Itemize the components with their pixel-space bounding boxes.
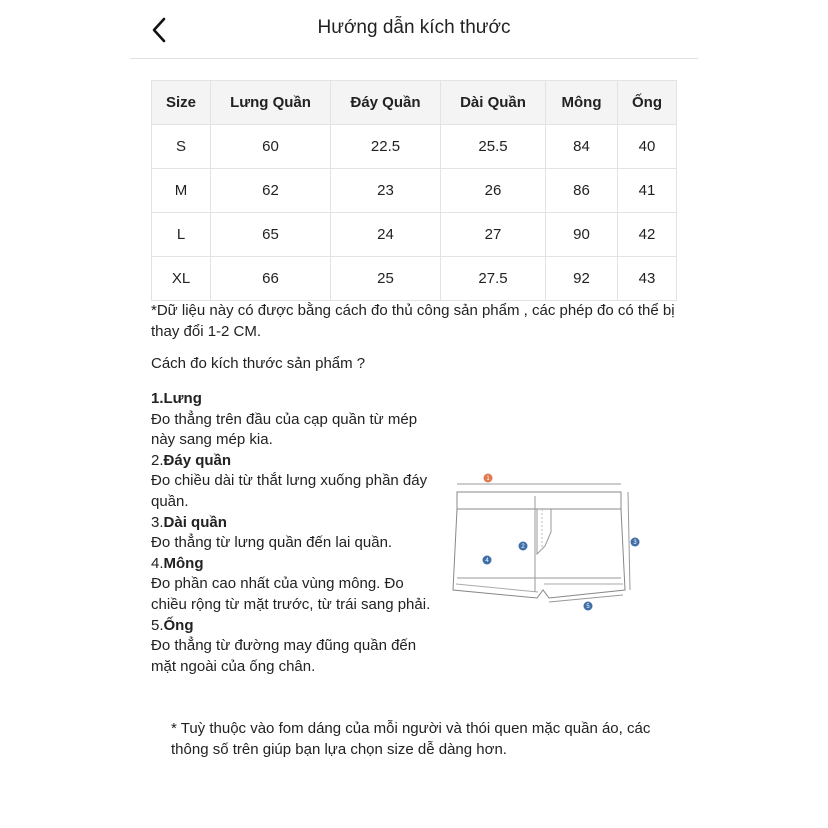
table-cell: 84 <box>546 125 618 169</box>
column-header: Đáy Quần <box>331 81 441 125</box>
guide-item-number: 1. <box>151 390 164 407</box>
waistband-outline <box>457 492 621 509</box>
diagram-label: 2 <box>521 544 525 551</box>
table-row <box>152 213 677 257</box>
guide-item-heading <box>151 554 436 575</box>
measure-line-leg <box>549 595 623 602</box>
diagram-label: 4 <box>485 558 489 565</box>
table-cell: 26 <box>441 169 546 213</box>
table-cell: L <box>152 213 211 257</box>
shorts-body-outline <box>453 509 625 598</box>
guide-item-desc: Đo thẳng trên đầu của cạp quần từ mép này sang mép kia. <box>151 410 418 449</box>
table-cell: 86 <box>546 169 618 213</box>
guide-item <box>151 513 436 554</box>
table-cell: 66 <box>211 257 331 301</box>
table-cell: 92 <box>546 257 618 301</box>
hem-stitch <box>456 584 623 592</box>
measure-guide <box>151 389 436 677</box>
guide-item-number: 4. <box>151 554 164 572</box>
guide-item-desc: Đo phần cao nhất của vùng mông. Đo chiều rộng từ mặt trước, từ trái sang phải. <box>151 575 431 613</box>
column-header: Size <box>152 81 211 125</box>
page-title: Hướng dẫn kích thước <box>317 17 511 38</box>
measure-line-length <box>628 492 630 590</box>
table-cell: 42 <box>618 213 677 257</box>
column-header: Dài Quần <box>441 81 546 125</box>
guide-item-heading <box>151 389 436 410</box>
table-cell: 25 <box>331 257 441 301</box>
guide-item <box>151 389 436 451</box>
table-cell: S <box>152 125 211 169</box>
guide-item-number: 5. <box>151 616 164 634</box>
guide-item-desc: Đo thẳng từ lưng quần đến lai quần. <box>151 534 393 552</box>
table-cell: 25.5 <box>441 125 546 169</box>
guide-item-name: Ống <box>163 616 194 634</box>
table-row <box>152 169 677 213</box>
guide-item-number: 3. <box>151 513 164 531</box>
table-cell: XL <box>152 257 211 301</box>
guide-item <box>151 451 436 513</box>
header-bar <box>130 0 698 59</box>
measurement-note: *Dữ liệu này có được bằng cách đo thủ công sản phẩm , các phép đo có thể bị thay đổi 1-2 CM. <box>151 302 675 340</box>
guide-item-heading <box>151 513 436 534</box>
table-cell: 62 <box>211 169 331 213</box>
guide-item <box>151 616 436 678</box>
guide-item-desc: Đo chiều dài từ thắt lưng xuống phần đáy quần. <box>151 472 428 510</box>
column-header: Ống <box>618 81 677 125</box>
footnote: * Tuỳ thuộc vào fom dáng của mỗi người và thói quen mặc quần áo, các thông số trên giúp bạn lựa chọn size dễ dàng hơn. <box>171 720 651 758</box>
column-header: Mông <box>546 81 618 125</box>
guide-item-name: Lưng <box>163 390 202 407</box>
guide-item <box>151 554 436 616</box>
diagram-label: 3 <box>633 540 637 547</box>
table-cell: M <box>152 169 211 213</box>
table-cell: 22.5 <box>331 125 441 169</box>
how-to-measure-heading: Cách đo kích thước sản phẩm ? <box>151 355 366 372</box>
guide-item-desc: Đo thẳng từ đường may đũng quần đến mặt ngoài của ống chân. <box>151 637 417 675</box>
size-table <box>151 80 677 301</box>
table-cell: 90 <box>546 213 618 257</box>
table-cell: 40 <box>618 125 677 169</box>
table-cell: 41 <box>618 169 677 213</box>
table-cell: 60 <box>211 125 331 169</box>
table-cell: 43 <box>618 257 677 301</box>
guide-item-heading <box>151 616 436 637</box>
guide-item-name: Đáy quần <box>163 451 232 469</box>
guide-item-heading <box>151 451 436 472</box>
table-row <box>152 125 677 169</box>
table-cell: 23 <box>331 169 441 213</box>
table-cell: 65 <box>211 213 331 257</box>
table-header-row <box>152 81 677 125</box>
guide-item-number: 2. <box>151 451 164 469</box>
table-cell: 27.5 <box>441 257 546 301</box>
guide-item-name: Dài quần <box>163 513 227 531</box>
guide-item-name: Mông <box>163 554 204 572</box>
table-row <box>152 257 677 301</box>
diagram-label: 5 <box>586 604 590 611</box>
fly-outline <box>537 509 551 554</box>
shorts-measurement-diagram <box>445 468 645 618</box>
column-header: Lưng Quần <box>211 81 331 125</box>
table-cell: 27 <box>441 213 546 257</box>
table-cell: 24 <box>331 213 441 257</box>
diagram-label: 1 <box>486 476 490 483</box>
